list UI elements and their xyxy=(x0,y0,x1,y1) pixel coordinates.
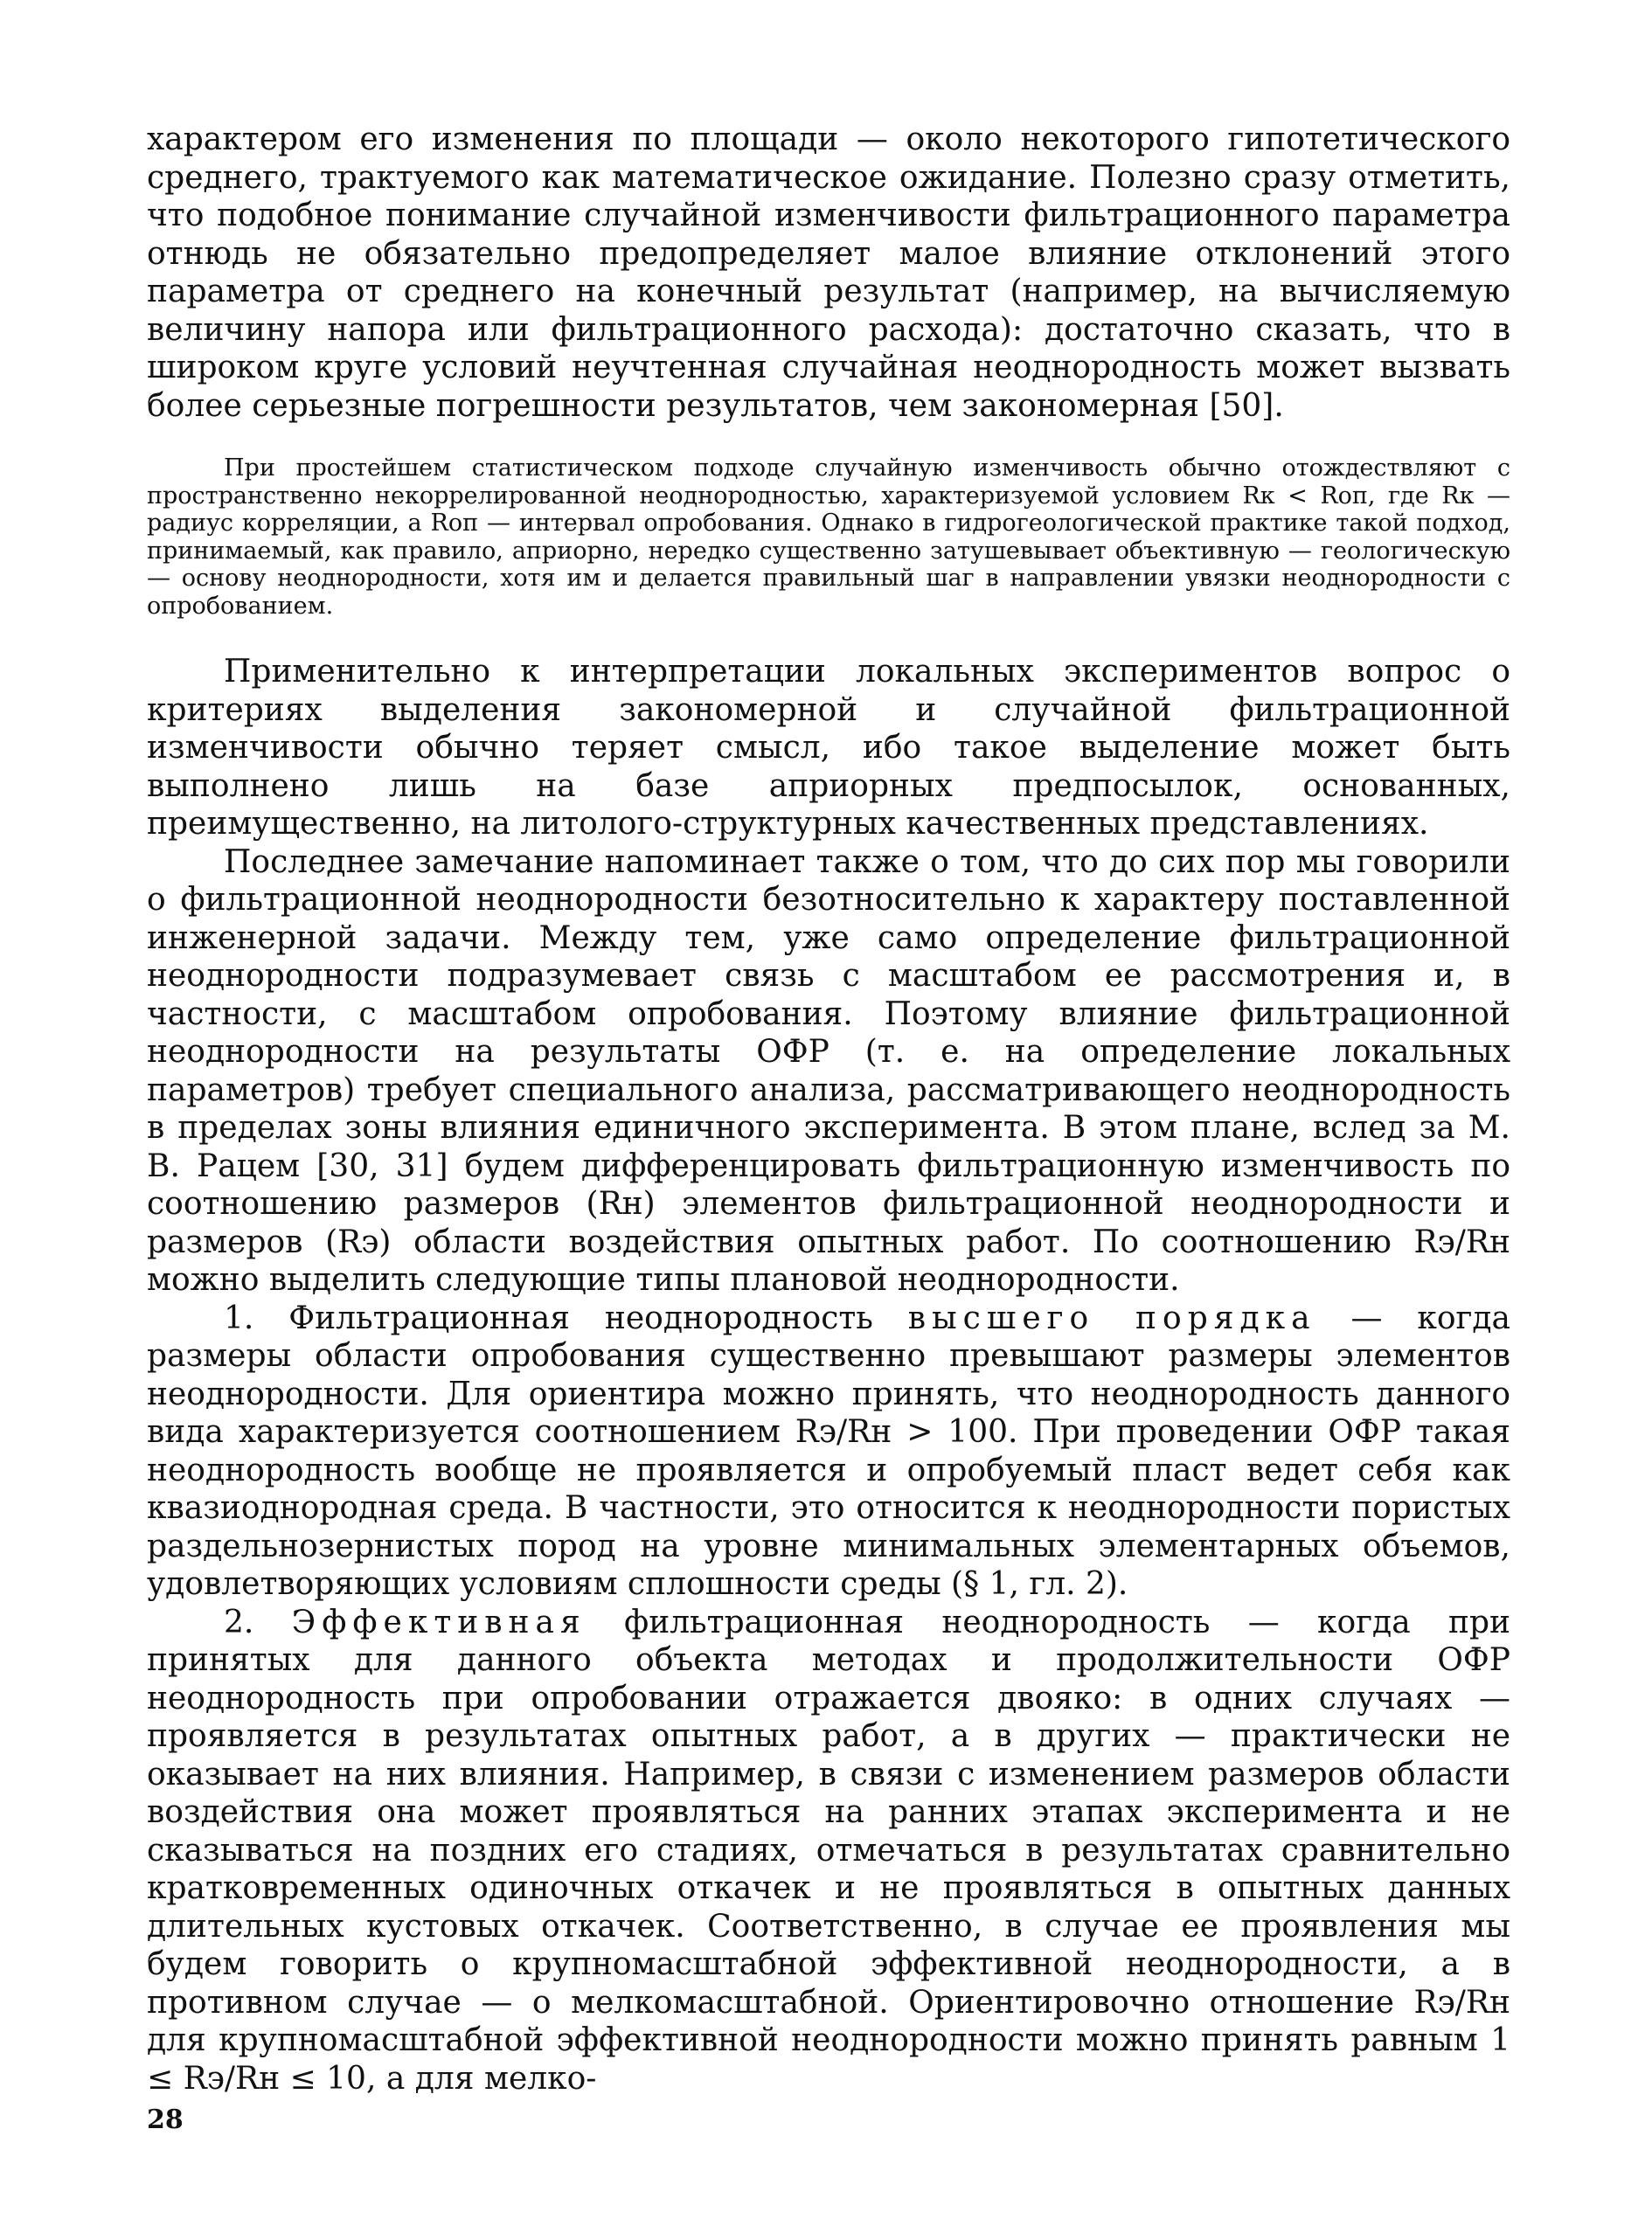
item-2-term: Эффективная xyxy=(291,1604,587,1640)
item-1-prefix: 1. Фильтрационная неоднородность xyxy=(224,1300,908,1336)
list-item-1 xyxy=(147,1300,1510,1604)
list-item-2 xyxy=(147,1604,1510,2098)
item-2-text: фильтрационная неоднородность — когда при принятых для данного объекта методах и продолжительности ОФР неоднородность при опробовании отражается двояко: в одних случаях — проявляется в результатах опытных работ, а в других — практически не оказывает на них влияния. Например, в связи с изменением размеров области воздействия она может проявляться на ранних этапах эксперимента и не сказываться на поздних его стадиях, отмечаться в результатах сравнительно кратковременных одиночных откачек и не проявляться в опытных данных длительных кустовых откачек. Соответственно, в случае ее проявления мы будем говорить о крупномасштабной эффективной неоднородности, а в противном случае — о мелкомасштабной. Ориентировочно отношение Rэ/Rн для крупномасштабной эффективной неоднородности можно принять равным 1 ≤ Rэ/Rн ≤ 10, а для мелко- xyxy=(147,1604,1510,2097)
page-body xyxy=(147,121,1510,2098)
item-2-prefix: 2. xyxy=(224,1604,292,1640)
item-1-term: высшего порядка xyxy=(907,1300,1316,1336)
fine-print-note: При простейшем статистическом подходе случайную изменчивость обычно отождествляют с пространственно некоррелированной неоднородностью, характеризуемой условием Rк < Rоп, где Rк — радиус корреляции, а Rоп — интервал опробования. Однако в гидрогеологической практике такой подход, принимаемый, как правило, априорно, нередко существенно затушевывает объективную — геологическую — основу неоднородности, хотя им и делается правильный шаг в направлении увязки неоднородности с опробованием. xyxy=(147,454,1510,620)
paragraph-2: Применительно к интерпретации локальных экспериментов вопрос о критериях выделения закономерной и случайной фильтрационной изменчивости обычно теряет смысл, ибо такое выделение может быть выполнено лишь на базе априорных предпосылок, основанных, преимущественно, на литолого-структурных качественных представлениях. xyxy=(147,654,1510,842)
item-1-text: — когда размеры области опробования существенно превышают размеры элементов неоднородности. Для ориентира можно принять, что неоднородность данного вида характеризуется соотношением Rэ/Rн > 100. При проведении ОФР такая неоднородность вообще не проявляется и опробуемый пласт ведет себя как квазиоднородная среда. В частности, это относится к неоднородности пористых раздельнозернистых пород на уровне минимальных элементарных объемов, удовлетворяющих условиям сплошности среды (§ 1, гл. 2). xyxy=(147,1300,1511,1602)
page-number: 28 xyxy=(147,2105,184,2135)
paragraph-3: Последнее замечание напоминает также о том, что до сих пор мы говорили о фильтрационной неоднородности безотносительно к характеру поставленной инженерной задачи. Между тем, уже само определение фильтрационной неоднородности подразумевает связь с масштабом ее рассмотрения и, в частности, с масштабом опробования. Поэтому влияние фильтрационной неоднородности на результаты ОФР (т. е. на определение локальных параметров) требует специального анализа, рассматривающего неоднородность в пределах зоны влияния единичного эксперимента. В этом плане, вслед за М. В. Рацем [30, 31] будем дифференцировать фильтрационную изменчивость по соотношению размеров (Rн) элементов фильтрационной неоднородности и размеров (Rэ) области воздействия опытных работ. По соотношению Rэ/Rн можно выделить следующие типы плановой неоднородности. xyxy=(147,843,1510,1298)
paragraph-1: характером его изменения по площади — около некоторого гипотетического среднего, трактуемого как математическое ожидание. Полезно сразу отметить, что подобное понимание случайной изменчивости фильтрационного параметра отнюдь не обязательно предопределяет малое влияние отклонений этого параметра от среднего на конечный результат (например, на вычисляемую величину напора или фильтрационного расхода): достаточно сказать, что в широком круге условий неучтенная случайная неоднородность может вызвать более серьезные погрешности результатов, чем закономерная [50]. xyxy=(147,121,1510,424)
